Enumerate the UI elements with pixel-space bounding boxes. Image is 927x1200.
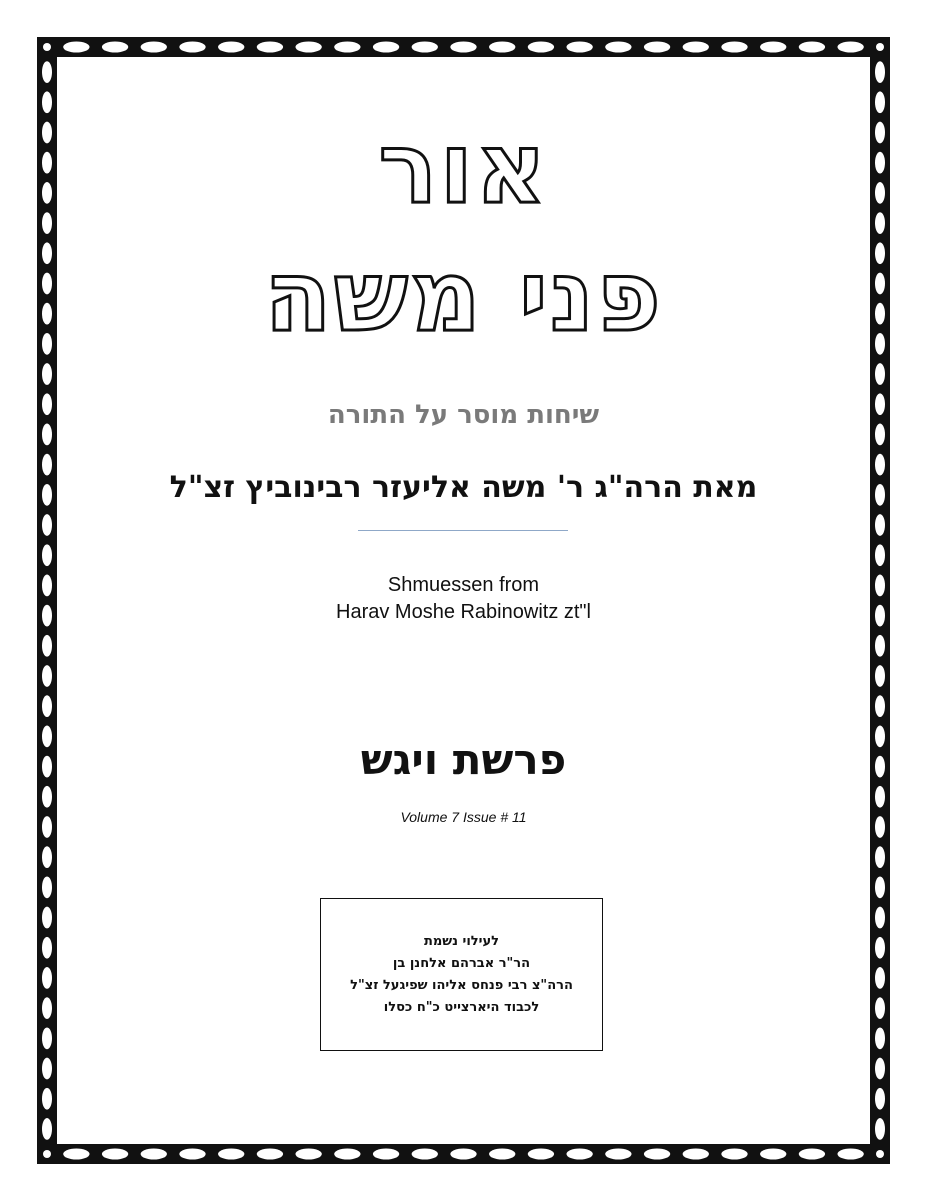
border-oval	[42, 1088, 52, 1110]
border-oval	[875, 1118, 885, 1140]
border-oval	[528, 1149, 554, 1160]
border-oval	[42, 61, 52, 83]
border-oval	[42, 665, 52, 687]
border-oval	[760, 42, 786, 53]
border-oval	[373, 1149, 399, 1160]
border-oval	[875, 786, 885, 808]
border-oval	[683, 42, 709, 53]
border-oval	[875, 1027, 885, 1049]
border-corner-dot	[876, 43, 884, 51]
border-oval	[875, 997, 885, 1019]
border-oval	[334, 1149, 360, 1160]
border-oval	[875, 1088, 885, 1110]
border-oval	[42, 907, 52, 929]
border-oval	[42, 363, 52, 385]
border-oval	[179, 42, 205, 53]
border-oval	[218, 1149, 244, 1160]
border-oval	[42, 544, 52, 566]
divider-rule	[358, 530, 568, 531]
dedication-line: הר"ר אברהם אלחנן בן	[392, 956, 531, 971]
border-oval	[42, 997, 52, 1019]
author-hebrew: מאת הרה"ג ר' משה אליעזר רבינוביץ זצ"ל	[169, 470, 758, 505]
title-line-1: אור	[378, 112, 549, 226]
border-oval	[42, 91, 52, 113]
border-oval	[42, 876, 52, 898]
border-corner-dot	[876, 1150, 884, 1158]
english-subtitle-line-1: Shmuessen from	[387, 574, 540, 596]
border-oval	[799, 42, 825, 53]
border-oval	[799, 1149, 825, 1160]
border-oval	[257, 1149, 283, 1160]
border-oval	[412, 1149, 438, 1160]
border-oval	[102, 42, 128, 53]
border-oval	[875, 876, 885, 898]
border-oval	[760, 1149, 786, 1160]
border-oval	[566, 1149, 592, 1160]
border-oval	[295, 42, 321, 53]
border-corner-dot	[43, 1150, 51, 1158]
border-oval	[875, 544, 885, 566]
border-oval	[450, 42, 476, 53]
border-oval	[412, 42, 438, 53]
dedication-line: לכבוד היארצייט כ"ח כסלו	[383, 1000, 540, 1015]
border-corner-dot	[43, 43, 51, 51]
border-oval	[489, 1149, 515, 1160]
border-oval	[373, 42, 399, 53]
border-oval	[528, 42, 554, 53]
border-oval	[141, 42, 167, 53]
border-oval	[42, 846, 52, 868]
border-oval	[875, 514, 885, 536]
issue-number: Volume 7 Issue # 11	[400, 809, 527, 825]
border-oval	[875, 907, 885, 929]
border-oval	[683, 1149, 709, 1160]
border-oval	[644, 42, 670, 53]
border-oval	[42, 514, 52, 536]
dedication-box	[320, 898, 603, 1051]
border-oval	[489, 42, 515, 53]
border-oval	[63, 42, 89, 53]
border-oval	[42, 635, 52, 657]
border-oval	[875, 363, 885, 385]
border-oval	[42, 937, 52, 959]
border-oval	[42, 1058, 52, 1080]
border-oval	[875, 967, 885, 989]
border-oval	[295, 1149, 321, 1160]
border-oval	[334, 42, 360, 53]
border-oval	[42, 967, 52, 989]
title-line-2: פני משה	[264, 240, 663, 354]
border-oval	[837, 1149, 863, 1160]
parsha-title: פרשת ויגש	[360, 735, 567, 784]
border-oval	[42, 1118, 52, 1140]
border-oval	[257, 42, 283, 53]
border-oval	[605, 42, 631, 53]
border-oval	[644, 1149, 670, 1160]
border-oval	[218, 42, 244, 53]
border-oval	[875, 1058, 885, 1080]
border-oval	[42, 786, 52, 808]
border-oval	[875, 846, 885, 868]
english-subtitle-line-2: Harav Moshe Rabinowitz zt"l	[336, 601, 591, 623]
border-oval	[179, 1149, 205, 1160]
border-oval	[875, 91, 885, 113]
border-oval	[566, 42, 592, 53]
border-oval	[605, 1149, 631, 1160]
border-oval	[875, 695, 885, 717]
border-oval	[837, 42, 863, 53]
dedication-line: הרה"צ רבי פנחס אליהו שפיגעל זצ"ל	[350, 978, 573, 993]
border-oval	[875, 665, 885, 687]
border-oval	[141, 1149, 167, 1160]
border-oval	[721, 42, 747, 53]
border-oval	[42, 695, 52, 717]
border-oval	[102, 1149, 128, 1160]
border-oval	[42, 1027, 52, 1049]
border-oval	[721, 1149, 747, 1160]
border-oval	[63, 1149, 89, 1160]
border-oval	[875, 635, 885, 657]
border-oval	[450, 1149, 476, 1160]
border-oval	[875, 61, 885, 83]
subtitle: שיחות מוסר על התורה	[327, 400, 600, 430]
dedication-line: לעילוי נשמת	[423, 934, 500, 949]
border-oval	[875, 937, 885, 959]
